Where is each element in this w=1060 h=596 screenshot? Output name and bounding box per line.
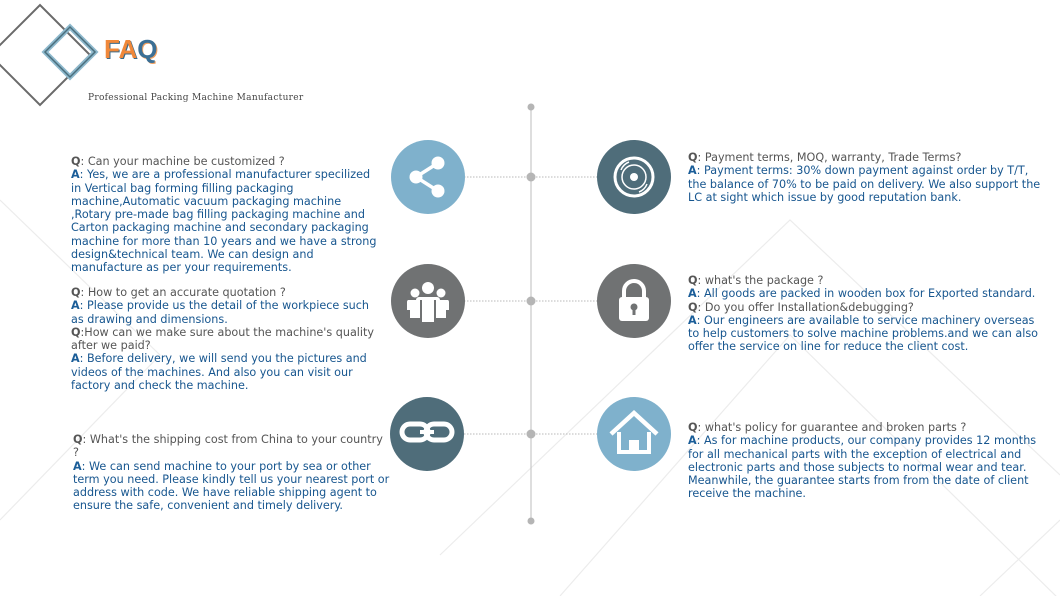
answer-text: : Our engineers are available to service machinery overseas to help customers to solve machine problems.and we can also offer the service on line for reduce the client cost. bbox=[688, 313, 1039, 354]
answer-label: A bbox=[688, 287, 697, 301]
question-text: : what's policy for guarantee and broken parts ? bbox=[697, 421, 967, 434]
question-text: :How can we make sure about the machine's quality after we paid? bbox=[71, 325, 375, 353]
faq-answer bbox=[71, 168, 383, 274]
faq-quotation bbox=[71, 286, 383, 392]
answer-text: : We can send machine to your port by sea or other term you need. Please kindly tell us your nearest port or address with code. We have reliable shipping agent to ensure the safe, convenient and timely delivery. bbox=[73, 459, 390, 513]
question-label: Q bbox=[688, 300, 698, 314]
faq-answer bbox=[688, 287, 1042, 300]
lock-icon bbox=[597, 264, 671, 338]
share-icon bbox=[391, 140, 465, 214]
answer-text: : Before delivery, we will send you the pictures and videos of the machines. And also you can visit our factory and check the machine. bbox=[71, 352, 367, 393]
faq-answer bbox=[688, 164, 1042, 204]
question-label: Q bbox=[688, 421, 698, 434]
answer-label: A bbox=[688, 313, 697, 327]
faq-customization bbox=[71, 155, 383, 275]
link-icon bbox=[390, 397, 464, 471]
answer-label: A bbox=[71, 352, 80, 366]
question-label: Q bbox=[71, 325, 81, 339]
question-text: : What's the shipping cost from China to your country ? bbox=[73, 433, 383, 460]
faq-question bbox=[71, 326, 383, 353]
answer-label: A bbox=[688, 434, 697, 448]
page-title: FAQ bbox=[104, 34, 158, 64]
question-text: : Can your machine be customized ? bbox=[80, 155, 285, 168]
disc-icon bbox=[597, 140, 671, 214]
question-label: Q bbox=[71, 155, 81, 168]
faq-answer bbox=[688, 434, 1042, 500]
question-text: : what's the package ? bbox=[697, 274, 824, 287]
answer-text: : As for machine products, our company provides 12 months for all mechanical parts with the exception of electrical and electronic parts and those subjects to normal wear and tear. Meanwhile, the guarantee starts from from the date of client receive the machine. bbox=[688, 434, 1037, 501]
faq-question bbox=[71, 286, 383, 299]
faq-question bbox=[73, 433, 391, 460]
answer-label: A bbox=[71, 168, 80, 182]
answer-text: : Yes, we are a professional manufacturer specilized in Vertical bag forming filling packaging machine,Automatic vacuum packaging machine ,Rotary pre-made bag filling packaging machine and Carton packaging machine and secondary packaging machine for more than 10 years and we have a strong design&technical team. We can design and manufacture as per your requirements. bbox=[71, 168, 377, 275]
question-label: Q bbox=[73, 433, 83, 446]
faq-question bbox=[688, 421, 1042, 434]
question-text: : Payment terms, MOQ, warranty, Trade Terms? bbox=[697, 151, 962, 164]
faq-guarantee bbox=[688, 421, 1042, 501]
answer-text: : All goods are packed in wooden box for Exported standard. bbox=[696, 287, 1036, 301]
faq-answer bbox=[71, 299, 383, 326]
question-label: Q bbox=[688, 151, 698, 164]
faq-question bbox=[688, 151, 1042, 164]
faq-package bbox=[688, 274, 1042, 354]
answer-text: : Payment terms: 30% down payment against order by T/T, the balance of 70% to be paid on delivery. We also support the LC at sight which issue by good reputation bank. bbox=[688, 164, 1041, 204]
question-text: : How to get an accurate quotation ? bbox=[80, 286, 286, 299]
answer-label: A bbox=[688, 164, 697, 178]
page-subtitle: Professional Packing Machine Manufacturer bbox=[88, 93, 304, 103]
answer-text: : Please provide us the detail of the workpiece such as drawing and dimensions. bbox=[71, 299, 369, 326]
answer-label: A bbox=[71, 299, 80, 313]
faq-answer bbox=[73, 460, 391, 513]
faq-answer bbox=[71, 352, 383, 392]
home-icon bbox=[597, 397, 671, 471]
faq-question bbox=[71, 155, 383, 168]
question-label: Q bbox=[71, 286, 81, 299]
people-icon bbox=[391, 264, 465, 338]
answer-label: A bbox=[73, 459, 82, 473]
faq-question bbox=[688, 274, 1042, 287]
faq-payment-terms bbox=[688, 151, 1042, 204]
question-text: : Do you offer Installation&debugging? bbox=[697, 300, 914, 314]
question-label: Q bbox=[688, 274, 698, 287]
faq-shipping bbox=[73, 433, 391, 513]
faq-question bbox=[688, 301, 1042, 314]
faq-answer bbox=[688, 314, 1042, 354]
